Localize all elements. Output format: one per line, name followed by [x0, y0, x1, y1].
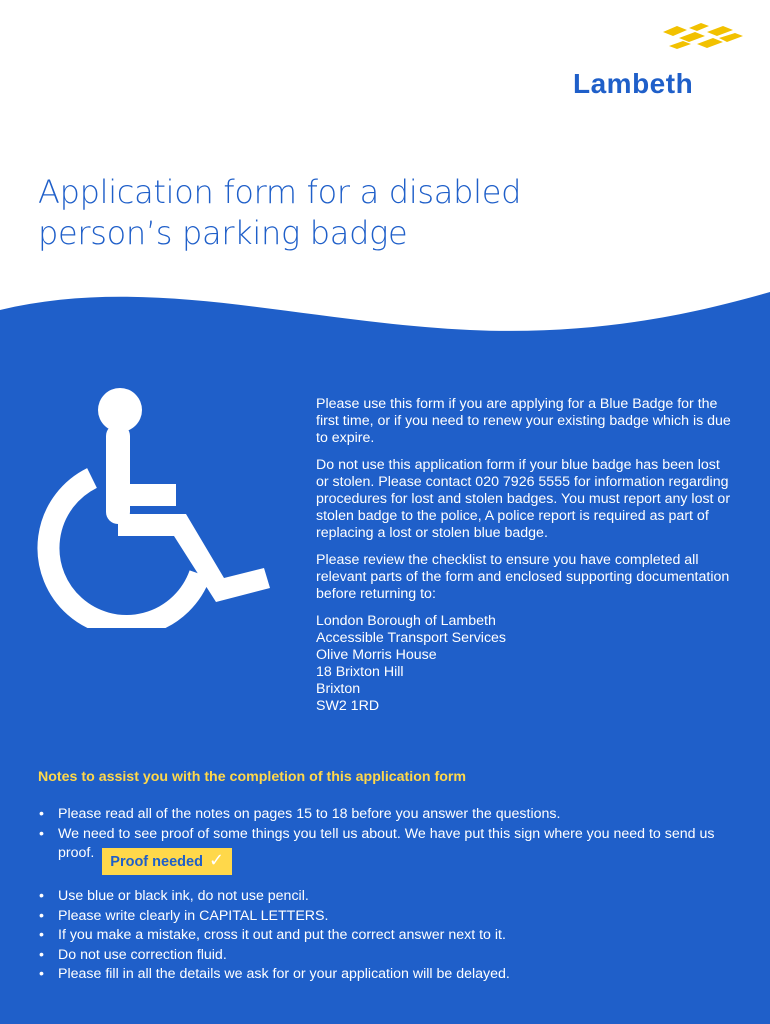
- return-address: [316, 613, 736, 715]
- notes-list-item: [38, 825, 738, 876]
- intro-text: [316, 396, 736, 715]
- notes-list-item: [38, 907, 738, 927]
- note-text: We need to see proof of some things you tell us about. We have put this sign where you need to send us proof.: [58, 825, 715, 861]
- logo-text: Lambeth: [573, 68, 694, 99]
- proof-badge-label: Proof needed: [110, 854, 203, 870]
- checkmark-icon: ✓: [208, 850, 225, 870]
- title-line-2: person’s parking badge: [38, 214, 408, 252]
- title-line-1: Application form for a disabled: [38, 173, 522, 211]
- notes-list-item: [38, 965, 738, 985]
- note-text: Do not use correction fluid.: [58, 946, 227, 963]
- address-line: Accessible Transport Services: [316, 630, 507, 646]
- address-line: 18 Brixton Hill: [316, 664, 404, 680]
- proof-needed-badge: [102, 848, 232, 875]
- lambeth-logo-mark-icon: [653, 20, 743, 54]
- intro-paragraph-1: Please use this form if you are applying for a Blue Badge for the first time, or if you need to renew your existing badge which is due to expire.: [316, 396, 731, 446]
- intro-paragraph-3: Please review the checklist to ensure you have completed all relevant parts of the form and enclosed supporting documentation before returning to:: [316, 552, 730, 602]
- address-line: Brixton: [316, 681, 361, 697]
- notes-list-item: [38, 887, 738, 907]
- intro-paragraph-2: Do not use this application form if your blue badge has been lost or stolen. Please contact 020 7926 5555 for information regarding procedures for lost and stolen badges. You must report any lost or stolen badge to the police, A police report is required as part of replacing a lost or stolen blue badge.: [316, 457, 731, 541]
- notes-list-item: [38, 805, 738, 825]
- page-title: [38, 172, 578, 254]
- note-text: Please write clearly in CAPITAL LETTERS.: [58, 907, 329, 924]
- note-text: If you make a mistake, cross it out and put the correct answer next to it.: [58, 927, 506, 943]
- notes-list: [38, 805, 738, 985]
- lambeth-logo: [565, 20, 750, 99]
- notes-list-item: [38, 926, 738, 946]
- address-line: Olive Morris House: [316, 647, 437, 663]
- note-text: Please fill in all the details we ask for or your application will be delayed.: [58, 966, 510, 982]
- note-text: Please read all of the notes on pages 15 to 18 before you answer the questions.: [58, 806, 561, 822]
- address-line: SW2 1RD: [316, 698, 380, 714]
- notes-list-item: [38, 946, 738, 966]
- note-text: Use blue or black ink, do not use pencil.: [58, 888, 309, 904]
- notes-heading: Notes to assist you with the completion of this application form: [38, 769, 467, 785]
- wheelchair-icon: [36, 388, 276, 628]
- address-line: London Borough of Lambeth: [316, 613, 496, 629]
